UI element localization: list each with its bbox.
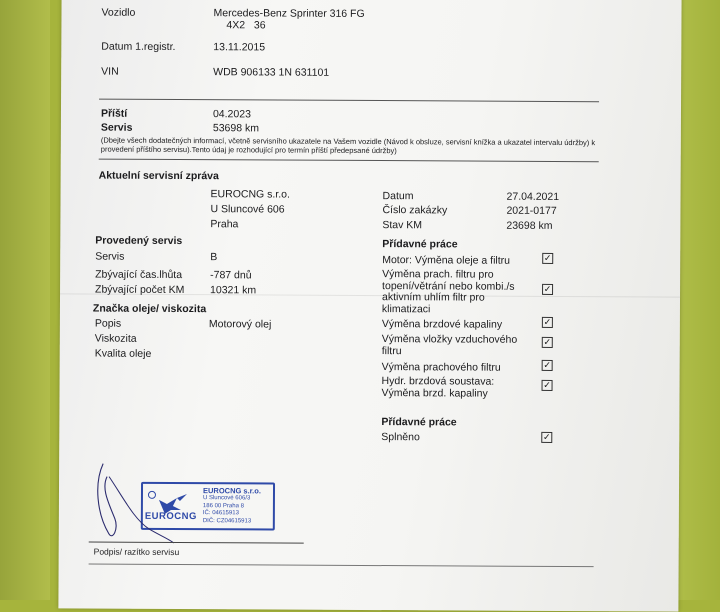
report-datum-value: 27.04.2021 (506, 190, 560, 203)
datum-registr-value: 13.11.2015 (213, 41, 266, 54)
cislo-zakazky-label: Číslo zakázky (382, 204, 448, 217)
extra-work-item: Výměna prach. filtru pro topení/větrání nebo kombi./s aktivním uhlím filtr pro klimatizaci (381, 268, 515, 315)
check-icon: ✓ (543, 336, 552, 347)
next-service-km: 53698 km (212, 122, 260, 135)
company-street: U Sluncové 606 (210, 203, 285, 216)
check-icon: ✓ (543, 359, 551, 370)
extra-work-item: Motor: Výměna oleje a filtru (382, 254, 511, 267)
check-icon: ✓ (543, 283, 552, 294)
signature-label: Podpis/ razítko servisu (93, 546, 180, 558)
extra-work-item: Výměna vložky vzduchového filtru (381, 333, 518, 357)
pristi-label: Příští (100, 107, 128, 120)
report-datum-label: Datum (382, 190, 414, 203)
vozidlo-value-line2: 4X2 36 (226, 19, 266, 32)
oil-title: Značka oleje/ viskozita (92, 302, 207, 316)
extra-work2-title: Přídavné práce (381, 416, 457, 429)
extra-work-item: Výměna prachového filtru (381, 361, 501, 374)
next-service-date: 04.2023 (212, 108, 251, 121)
vin-label: VIN (101, 65, 119, 78)
vozidlo-value-line1: Mercedes-Benz Sprinter 316 FG (213, 7, 365, 20)
oil-kvalita-label: Kvalita oleje (94, 347, 152, 360)
datum-registr-label: Datum 1.registr. (101, 40, 176, 53)
oil-popis-value: Motorový olej (208, 318, 272, 331)
remain-km-value: 10321 km (210, 284, 257, 297)
company-name: EUROCNG s.r.o. (210, 188, 290, 201)
stamp-line: 186 00 Praha 8 (202, 503, 244, 510)
check-icon: ✓ (543, 379, 551, 390)
remain-time-value: -787 dnů (210, 269, 252, 282)
service-report-paper (58, 0, 681, 612)
handwritten-signature (79, 458, 219, 549)
company-city: Praha (210, 218, 239, 231)
check-icon: ✓ (543, 316, 552, 327)
extra-work-item: Výměna brzdové kapaliny (381, 318, 503, 331)
oil-popis-label: Popis (94, 317, 122, 330)
stamp-line: U Sluncové 606/3 (202, 495, 251, 502)
report-title: Aktuelní servisní zpráva (98, 169, 219, 183)
stamp-brand: EUROCNG s.r.o. (202, 486, 261, 496)
performed-title: Provedený servis (95, 234, 183, 248)
stav-km-value: 23698 km (506, 219, 553, 232)
extra-work-title: Přídavné práce (382, 238, 458, 251)
divider-1 (99, 99, 599, 103)
divider-bottom (89, 564, 594, 568)
oil-viskozita-label: Viskozita (94, 332, 137, 345)
check-icon: ✓ (543, 252, 552, 263)
stamp-line: DIČ: CZ04615913 (202, 518, 252, 525)
stav-km-label: Stav KM (382, 219, 423, 232)
next-service-note: (Dbejte všech dodatečných informací, včetně servisního ukazatele na Vašem vozidle (Návod k obsluze, servisní knížka a ukazatel intervalu údržby) k provedení příštího servisu).Tento údaj je rozhodující pro termín příští předepsané údržby) (100, 135, 596, 156)
servis-next-label: Servis (100, 121, 133, 134)
divider-2 (99, 159, 599, 163)
extra-work2-item: Splněno (381, 431, 420, 444)
stamp-line: IČ: 04615913 (202, 510, 239, 517)
remain-km-label: Zbývající počet KM (95, 283, 185, 297)
stamp-logo-word: EUROCNG (144, 510, 197, 523)
performed-servis-label: Servis (95, 250, 125, 263)
cislo-zakazky-value: 2021-0177 (506, 204, 557, 217)
background-left (0, 0, 50, 600)
vin-value: WDB 906133 1N 631101 (213, 66, 330, 79)
extra-work-item: Hydr. brzdová soustava: Výměna brzd. kapaliny (381, 375, 495, 400)
check-icon: ✓ (542, 431, 551, 442)
vozidlo-label: Vozidlo (101, 6, 136, 19)
performed-servis-value: B (210, 251, 218, 264)
remain-time-label: Zbývající čas.lhůta (95, 268, 183, 282)
